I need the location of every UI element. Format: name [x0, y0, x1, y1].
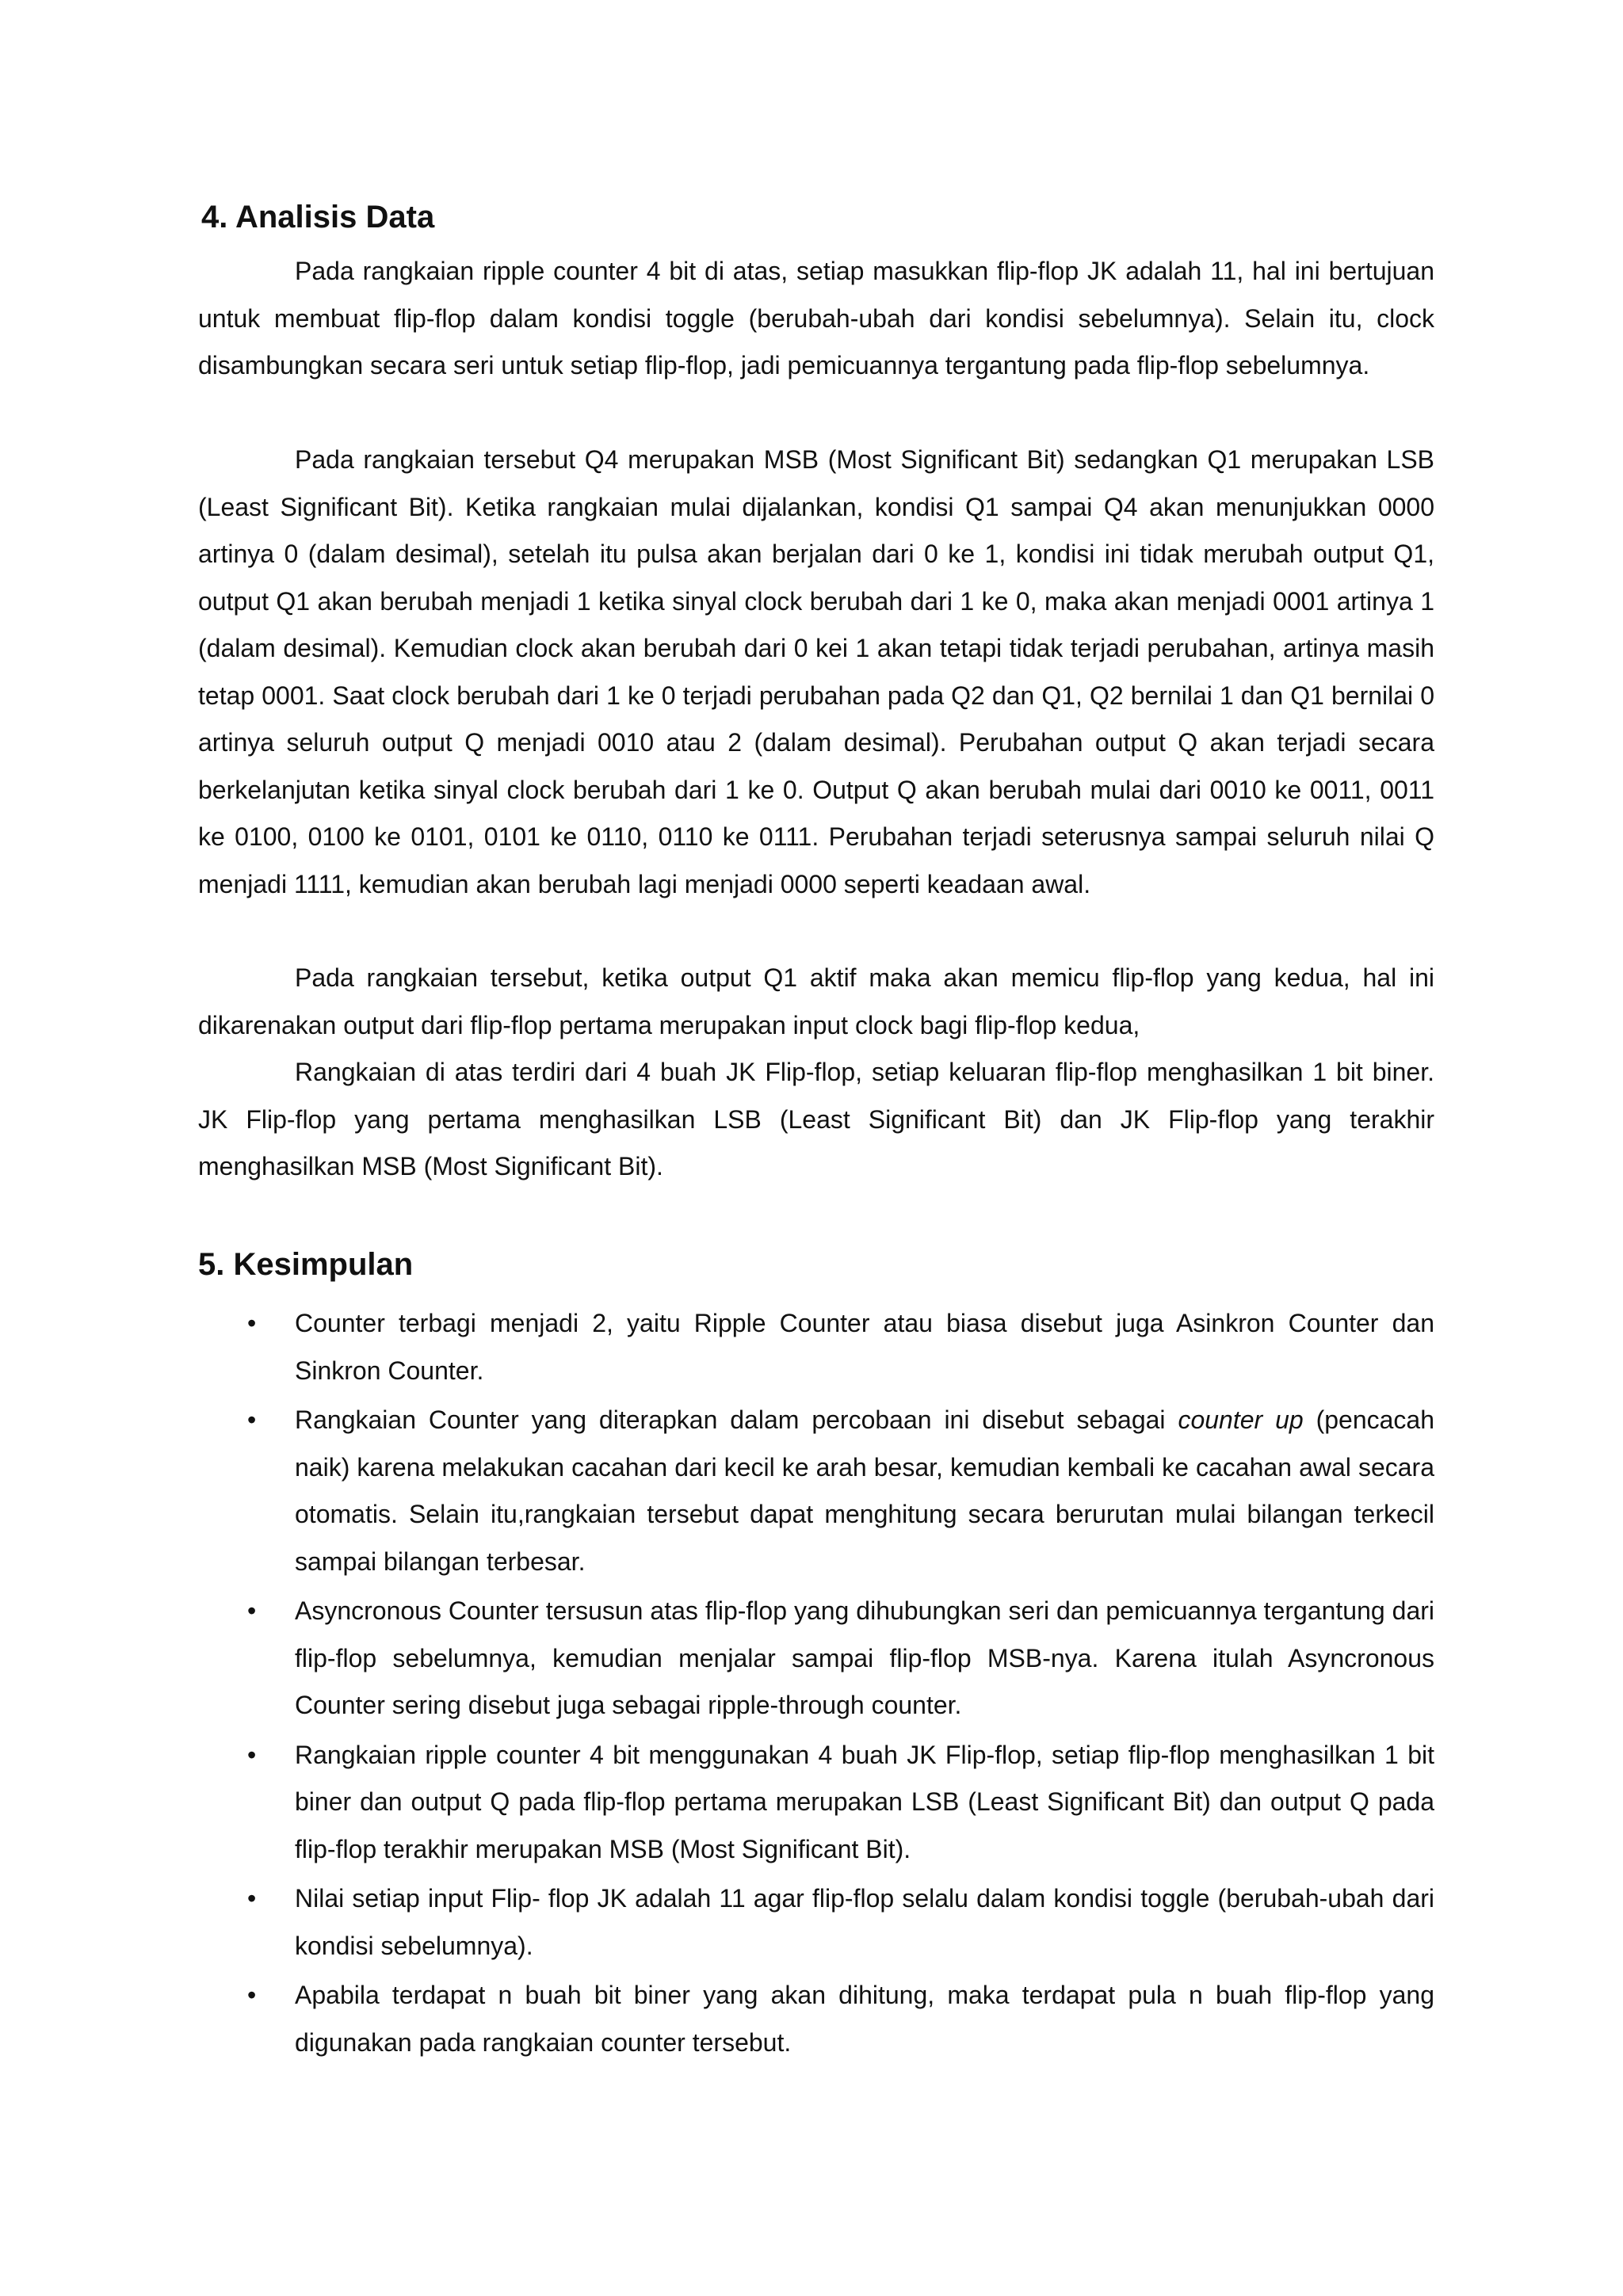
bullet-icon: • [247, 1740, 257, 1769]
bullet-icon: • [247, 1981, 257, 2009]
list-item-text: Counter terbagi menjadi 2, yaitu Ripple Counter atau biasa disebut juga Asinkron Counter dan Sinkron Counter. [295, 1309, 1434, 1385]
analisis-paragraph-2: Pada rangkaian tersebut Q4 merupakan MSB (Most Significant Bit) sedangkan Q1 merupakan LSB (Least Significant Bit). Ketika rangkaian mulai dijalankan, kondisi Q1 sampai Q4 akan menunjukkan 0000 artinya 0 (dalam desimal), setelah itu pulsa akan berjalan dari 0 ke 1, kondisi ini tidak merubah output Q1, output Q1 akan berubah menjadi 1 ketika sinyal clock berubah dari 1 ke 0, maka akan menjadi 0001 artinya 1 (dalam desimal). Kemudian clock akan berubah dari 0 kei 1 akan tetapi tidak terjadi perubahan, artinya masih tetap 0001. Saat clock berubah dari 1 ke 0 terjadi perubahan pada Q2 dan Q1, Q2 bernilai 1 dan Q1 bernilai 0 artinya seluruh output Q menjadi 0010 atau 2 (dalam desimal). Perubahan output Q akan terjadi secara berkelanjutan ketika sinyal clock berubah dari 1 ke 0. Output Q akan berubah mulai dari 0010 ke 0011, 0011 ke 0100, 0100 ke 0101, 0101 ke 0110, 0110 ke 0111. Perubahan terjadi seterusnya sampai seluruh nilai Q menjadi 1111, kemudian akan berubah lagi menjadi 0000 seperti keadaan awal. [198, 445, 1434, 898]
bullet-icon: • [247, 1405, 257, 1434]
list-item-text: Asyncronous Counter tersusun atas flip-flop yang dihubungkan seri dan pemicuannya tergantung dari flip-flop sebelumnya, kemudian menjalar sampai flip-flop MSB-nya. Karena itulah Asyncronous Counter sering disebut juga sebagai ripple-through counter. [295, 1596, 1434, 1719]
list-item-text-part: Rangkaian Counter yang diterapkan dalam percobaan ini disebut sebagai [295, 1405, 1178, 1434]
bullet-icon: • [247, 1884, 257, 1913]
list-item-text: Nilai setiap input Flip- flop JK adalah 11 agar flip-flop selalu dalam kondisi toggle (berubah-ubah dari kondisi sebelumnya). [295, 1884, 1434, 1960]
analisis-paragraph-1: Pada rangkaian ripple counter 4 bit di atas, setiap masukkan flip-flop JK adalah 11, hal ini bertujuan untuk membuat flip-flop dalam kondisi toggle (berubah-ubah dari kondisi sebelumnya). Selain itu, clock disambungkan secara seri untuk setiap flip-flop, jadi pemicuannya tergantung pada flip-flop sebelumnya. [198, 257, 1434, 379]
analisis-paragraph-3: Pada rangkaian tersebut, ketika output Q1 aktif maka akan memicu flip-flop yang kedua, hal ini dikarenakan output dari flip-flop pertama merupakan input clock bagi flip-flop kedua, [198, 963, 1434, 1039]
list-item-text [295, 1405, 1434, 1576]
list-item [198, 1732, 1434, 1874]
bullet-icon: • [247, 1309, 257, 1337]
list-item [198, 1972, 1434, 2066]
list-item-text-part: (pencacah naik) karena melakukan cacahan dari kecil ke arah besar, kemudian kembali ke cacahan awal secara otomatis. Selain itu,rangkaian tersebut dapat menghitung secara berurutan mulai bilangan terkecil sampai bilangan terbesar. [295, 1405, 1435, 1576]
list-item [198, 1588, 1434, 1730]
section-heading-kesimpulan: 5. Kesimpulan [198, 1247, 414, 1282]
list-item-italic-term: counter up [1178, 1405, 1304, 1434]
section-heading-analisis-data: 4. Analisis Data [201, 200, 435, 235]
analisis-paragraph-4: Rangkaian di atas terdiri dari 4 buah JK Flip-flop, setiap keluaran flip-flop menghasilkan 1 bit biner. JK Flip-flop yang pertama menghasilkan LSB (Least Significant Bit) dan JK Flip-flop yang terakhir menghasilkan MSB (Most Significant Bit). [198, 1058, 1434, 1180]
list-item [198, 1875, 1434, 1970]
list-item-text: Apabila terdapat n buah bit biner yang akan dihitung, maka terdapat pula n buah flip-flop yang digunakan pada rangkaian counter tersebut. [295, 1981, 1434, 2057]
list-item [198, 1300, 1434, 1394]
list-item-text: Rangkaian ripple counter 4 bit menggunakan 4 buah JK Flip-flop, setiap flip-flop menghasilkan 1 bit biner dan output Q pada flip-flop pertama merupakan LSB (Least Significant Bit) dan output Q pada flip-flop terakhir merupakan MSB (Most Significant Bit). [295, 1740, 1434, 1863]
list-item [198, 1397, 1434, 1585]
kesimpulan-bullet-list [198, 1300, 1434, 2069]
bullet-icon: • [247, 1596, 257, 1625]
